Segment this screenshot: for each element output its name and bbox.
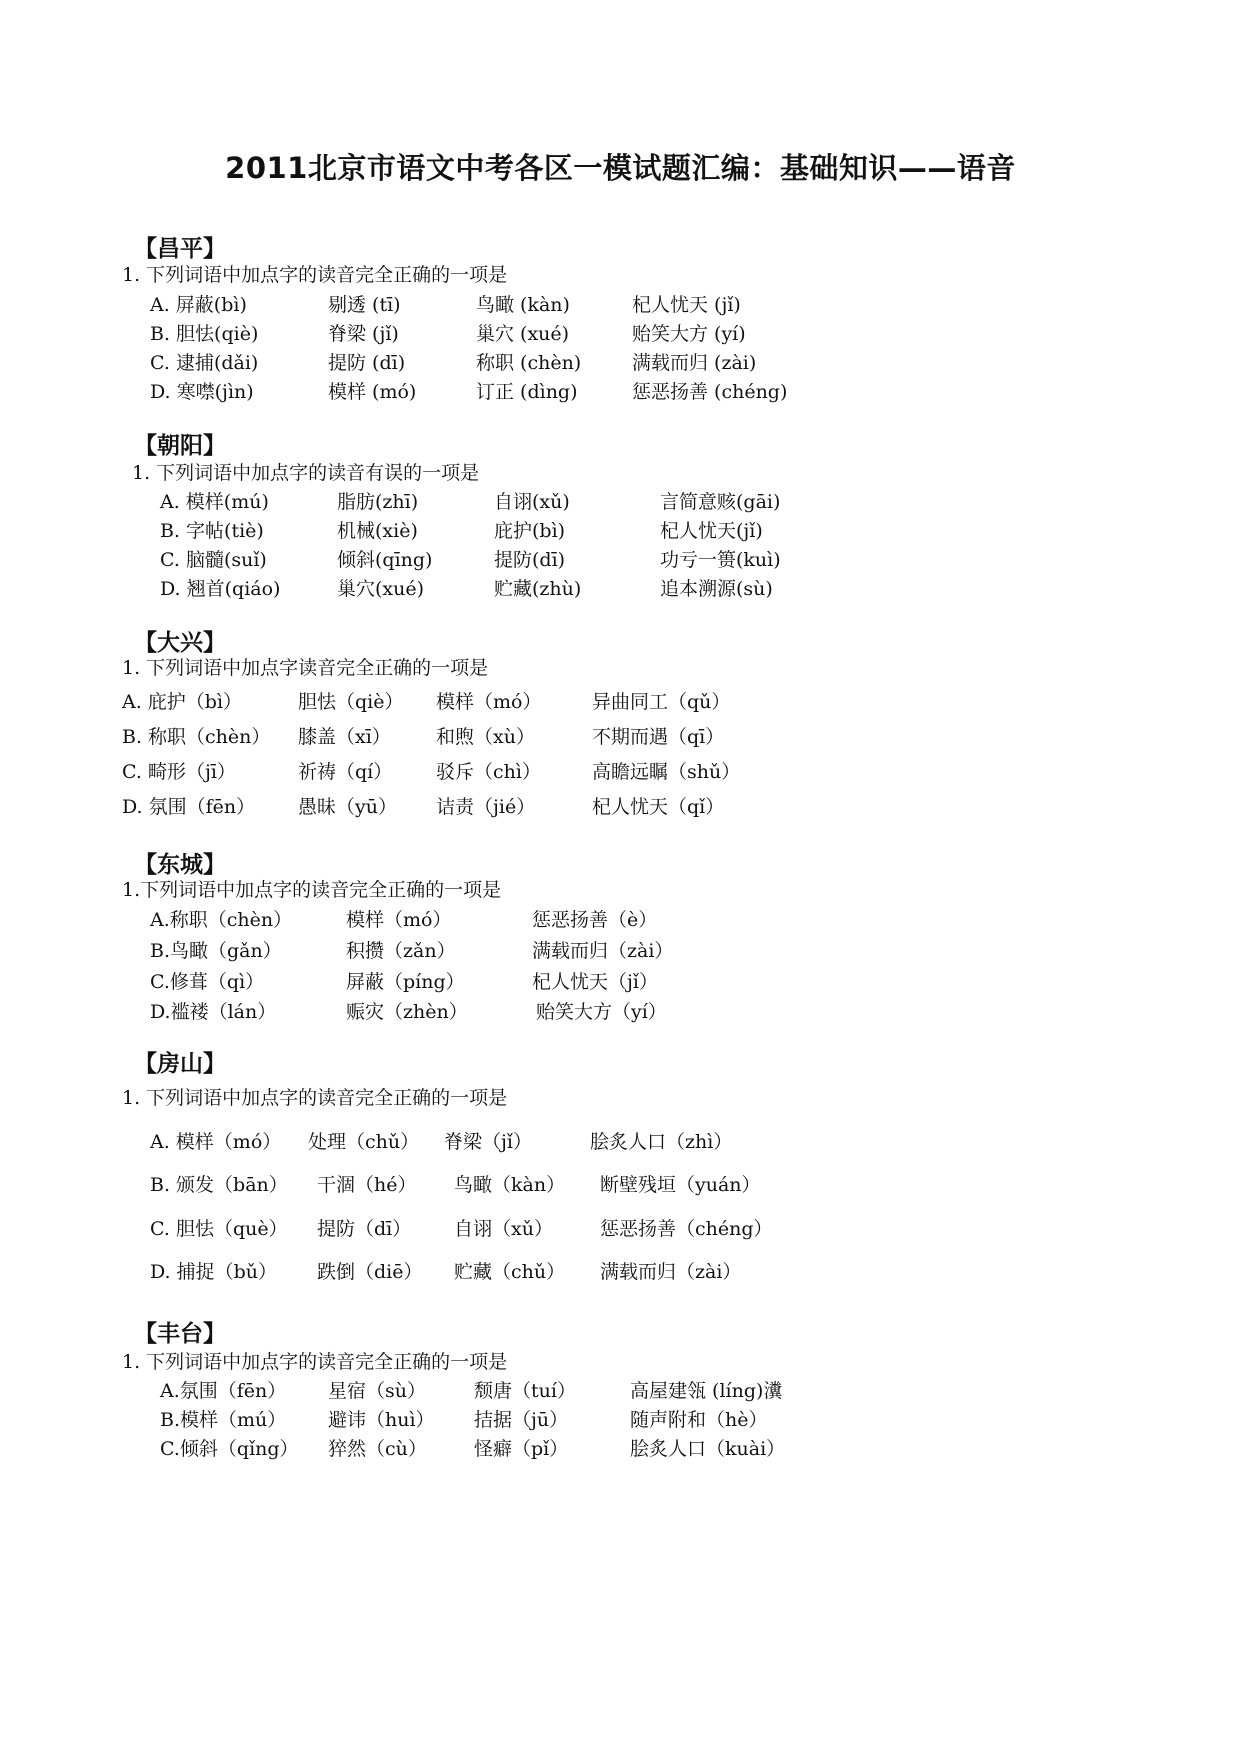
option-c-item-3: 杞人忧天（jǐ） <box>532 971 658 993</box>
option-b-item-1: B. 胆怯(qiè) <box>150 323 259 345</box>
option-c-item-4: 惩恶扬善（chéng） <box>600 1218 773 1240</box>
option-b-item-3: 巢穴 (xué) <box>476 323 570 345</box>
question-fengtai: 1. 下列词语中加点字的读音完全正确的一项是 <box>122 1351 508 1373</box>
option-b-item-4: 断壁残垣（yuán） <box>600 1174 761 1196</box>
option-c-item-4: 脍炙人口（kuài） <box>630 1438 786 1460</box>
option-b-item-2: 避讳（huì） <box>328 1409 435 1431</box>
option-c-item-1: C.倾斜（qǐng） <box>160 1438 299 1460</box>
option-c-item-4: 功亏一篑(kuì) <box>660 549 781 571</box>
option-d-item-2: 愚昧（yū） <box>298 796 397 818</box>
option-a-item-4: 言简意赅(gāi) <box>660 491 781 513</box>
option-a-item-4: 脍炙人口（zhì） <box>590 1131 733 1153</box>
option-b-item-2: 膝盖（xī） <box>298 726 391 748</box>
option-c-item-1: C. 畸形（jī） <box>122 761 236 783</box>
section-heading-daxing: 【大兴】 <box>134 630 226 656</box>
option-c-item-3: 自诩（xǔ） <box>454 1218 553 1240</box>
option-c-item-2: 猝然（cù） <box>328 1438 427 1460</box>
option-d-item-4: 杞人忧天（qǐ） <box>592 796 725 818</box>
option-a-item-2: 剔透 (tī) <box>328 294 401 316</box>
option-d-item-2: 巢穴(xué) <box>337 578 425 600</box>
option-b-item-2: 机械(xiè) <box>337 520 418 542</box>
option-a-item-4: 杞人忧天 (jǐ) <box>632 294 741 316</box>
option-c-item-1: C. 胆怯（què） <box>150 1218 288 1240</box>
option-c-item-2: 祈祷（qí） <box>298 761 393 783</box>
question-changping: 1. 下列词语中加点字的读音完全正确的一项是 <box>122 264 508 286</box>
option-b-item-3: 和煦（xù） <box>436 726 535 748</box>
option-a-item-1: A.氛围（fēn） <box>160 1380 287 1402</box>
option-c-item-3: 驳斥（chì） <box>436 761 541 783</box>
option-a-item-3: 颓唐（tuí） <box>474 1380 576 1402</box>
option-a-item-1: A. 模样（mó） <box>150 1131 282 1153</box>
option-a-item-4: 高屋建瓴 (líng)瀵 <box>630 1380 783 1402</box>
option-b-item-4: 贻笑大方 (yí) <box>632 323 746 345</box>
option-a-item-3: 自诩(xǔ) <box>494 491 570 513</box>
section-heading-fengtai: 【丰台】 <box>134 1321 226 1347</box>
option-c-item-2: 提防 (dī) <box>328 352 406 374</box>
option-b-item-2: 脊梁 (jǐ) <box>328 323 399 345</box>
option-d-item-1: D. 氛围（fēn） <box>122 796 256 818</box>
option-b-item-1: B. 称职（chèn） <box>122 726 271 748</box>
option-b-item-1: B. 字帖(tiè) <box>160 520 264 542</box>
option-c-item-1: C. 脑髓(suǐ) <box>160 549 267 571</box>
option-d-item-3: 贻笑大方（yí） <box>536 1001 667 1023</box>
option-d-item-4: 追本溯源(sù) <box>660 578 773 600</box>
option-d-item-2: 跌倒（diē） <box>317 1261 423 1283</box>
option-d-item-1: D. 捕捉（bǔ） <box>150 1261 278 1283</box>
option-d-item-2: 赈灾（zhèn） <box>346 1001 468 1023</box>
option-b-item-3: 庇护(bì) <box>494 520 566 542</box>
option-d-item-4: 满载而归（zài） <box>600 1261 742 1283</box>
option-b-item-1: B.鸟瞰（gǎn） <box>150 940 282 962</box>
option-a-item-2: 星宿（sù） <box>328 1380 426 1402</box>
page-title: 2011北京市语文中考各区一模试题汇编：基础知识——语音 <box>225 151 1016 185</box>
option-c-item-3: 称职 (chèn) <box>476 352 582 374</box>
option-c-item-1: C.修葺（qì） <box>150 971 265 993</box>
question-chaoyang: 1. 下列词语中加点字的读音有误的一项是 <box>132 462 480 484</box>
option-b-item-1: B. 颁发（bān） <box>150 1174 288 1196</box>
option-a-item-3: 惩恶扬善（è） <box>532 909 658 931</box>
option-d-item-1: D. 寒噤(jìn) <box>150 381 254 403</box>
option-c-item-3: 怪癖（pǐ） <box>474 1438 569 1460</box>
option-b-item-3: 满载而归（zài） <box>532 940 674 962</box>
option-a-item-4: 异曲同工（qǔ） <box>592 691 731 713</box>
option-c-item-3: 提防(dī) <box>494 549 566 571</box>
option-a-item-2: 胆怯（qiè） <box>298 691 404 713</box>
option-b-item-4: 随声附和（hè） <box>630 1409 768 1431</box>
option-b-item-3: 鸟瞰（kàn） <box>454 1174 566 1196</box>
option-a-item-3: 脊梁（jǐ） <box>444 1131 532 1153</box>
option-a-item-1: A. 模样(mú) <box>160 491 269 513</box>
option-b-item-2: 干涸（hé） <box>317 1174 417 1196</box>
option-a-item-1: A. 庇护（bì） <box>122 691 243 713</box>
option-c-item-4: 满载而归 (zài) <box>632 352 757 374</box>
option-b-item-4: 不期而遇（qī） <box>592 726 725 748</box>
option-c-item-4: 高瞻远瞩（shǔ） <box>592 761 741 783</box>
question-fangshan: 1. 下列词语中加点字的读音完全正确的一项是 <box>122 1087 508 1109</box>
section-heading-chaoyang: 【朝阳】 <box>134 433 226 459</box>
option-d-item-2: 模样 (mó) <box>328 381 417 403</box>
option-d-item-3: 贮藏(zhù) <box>494 578 582 600</box>
option-d-item-4: 惩恶扬善 (chéng) <box>632 381 788 403</box>
option-d-item-1: D.褴褛（lán） <box>150 1001 277 1023</box>
option-c-item-2: 屏蔽（píng） <box>346 971 465 993</box>
question-dongcheng: 1.下列词语中加点字的读音完全正确的一项是 <box>122 879 502 901</box>
option-a-item-2: 脂肪(zhī) <box>337 491 419 513</box>
section-heading-dongcheng: 【东城】 <box>134 852 226 878</box>
option-a-item-3: 模样（mó） <box>436 691 542 713</box>
option-b-item-3: 拮据（jū） <box>474 1409 569 1431</box>
option-d-item-1: D. 翘首(qiáo) <box>160 578 281 600</box>
option-d-item-3: 订正 (dìng) <box>476 381 578 403</box>
option-b-item-1: B.模样（mú） <box>160 1409 287 1431</box>
option-b-item-2: 积攒（zǎn） <box>346 940 456 962</box>
option-a-item-2: 处理（chǔ） <box>308 1131 420 1153</box>
option-a-item-3: 鸟瞰 (kàn) <box>476 294 570 316</box>
option-c-item-1: C. 逮捕(dǎi) <box>150 352 259 374</box>
option-a-item-1: A. 屏蔽(bì) <box>150 294 247 316</box>
question-daxing: 1. 下列词语中加点字读音完全正确的一项是 <box>122 657 489 679</box>
option-d-item-3: 贮藏（chǔ） <box>454 1261 566 1283</box>
section-heading-changping: 【昌平】 <box>134 236 226 262</box>
option-a-item-2: 模样（mó） <box>346 909 452 931</box>
option-d-item-3: 诘责（jié） <box>436 796 536 818</box>
option-c-item-2: 提防（dī） <box>317 1218 412 1240</box>
option-b-item-4: 杞人忧天(jǐ) <box>660 520 763 542</box>
section-heading-fangshan: 【房山】 <box>134 1051 226 1077</box>
option-c-item-2: 倾斜(qīng) <box>337 549 433 571</box>
option-a-item-1: A.称职（chèn） <box>150 909 293 931</box>
